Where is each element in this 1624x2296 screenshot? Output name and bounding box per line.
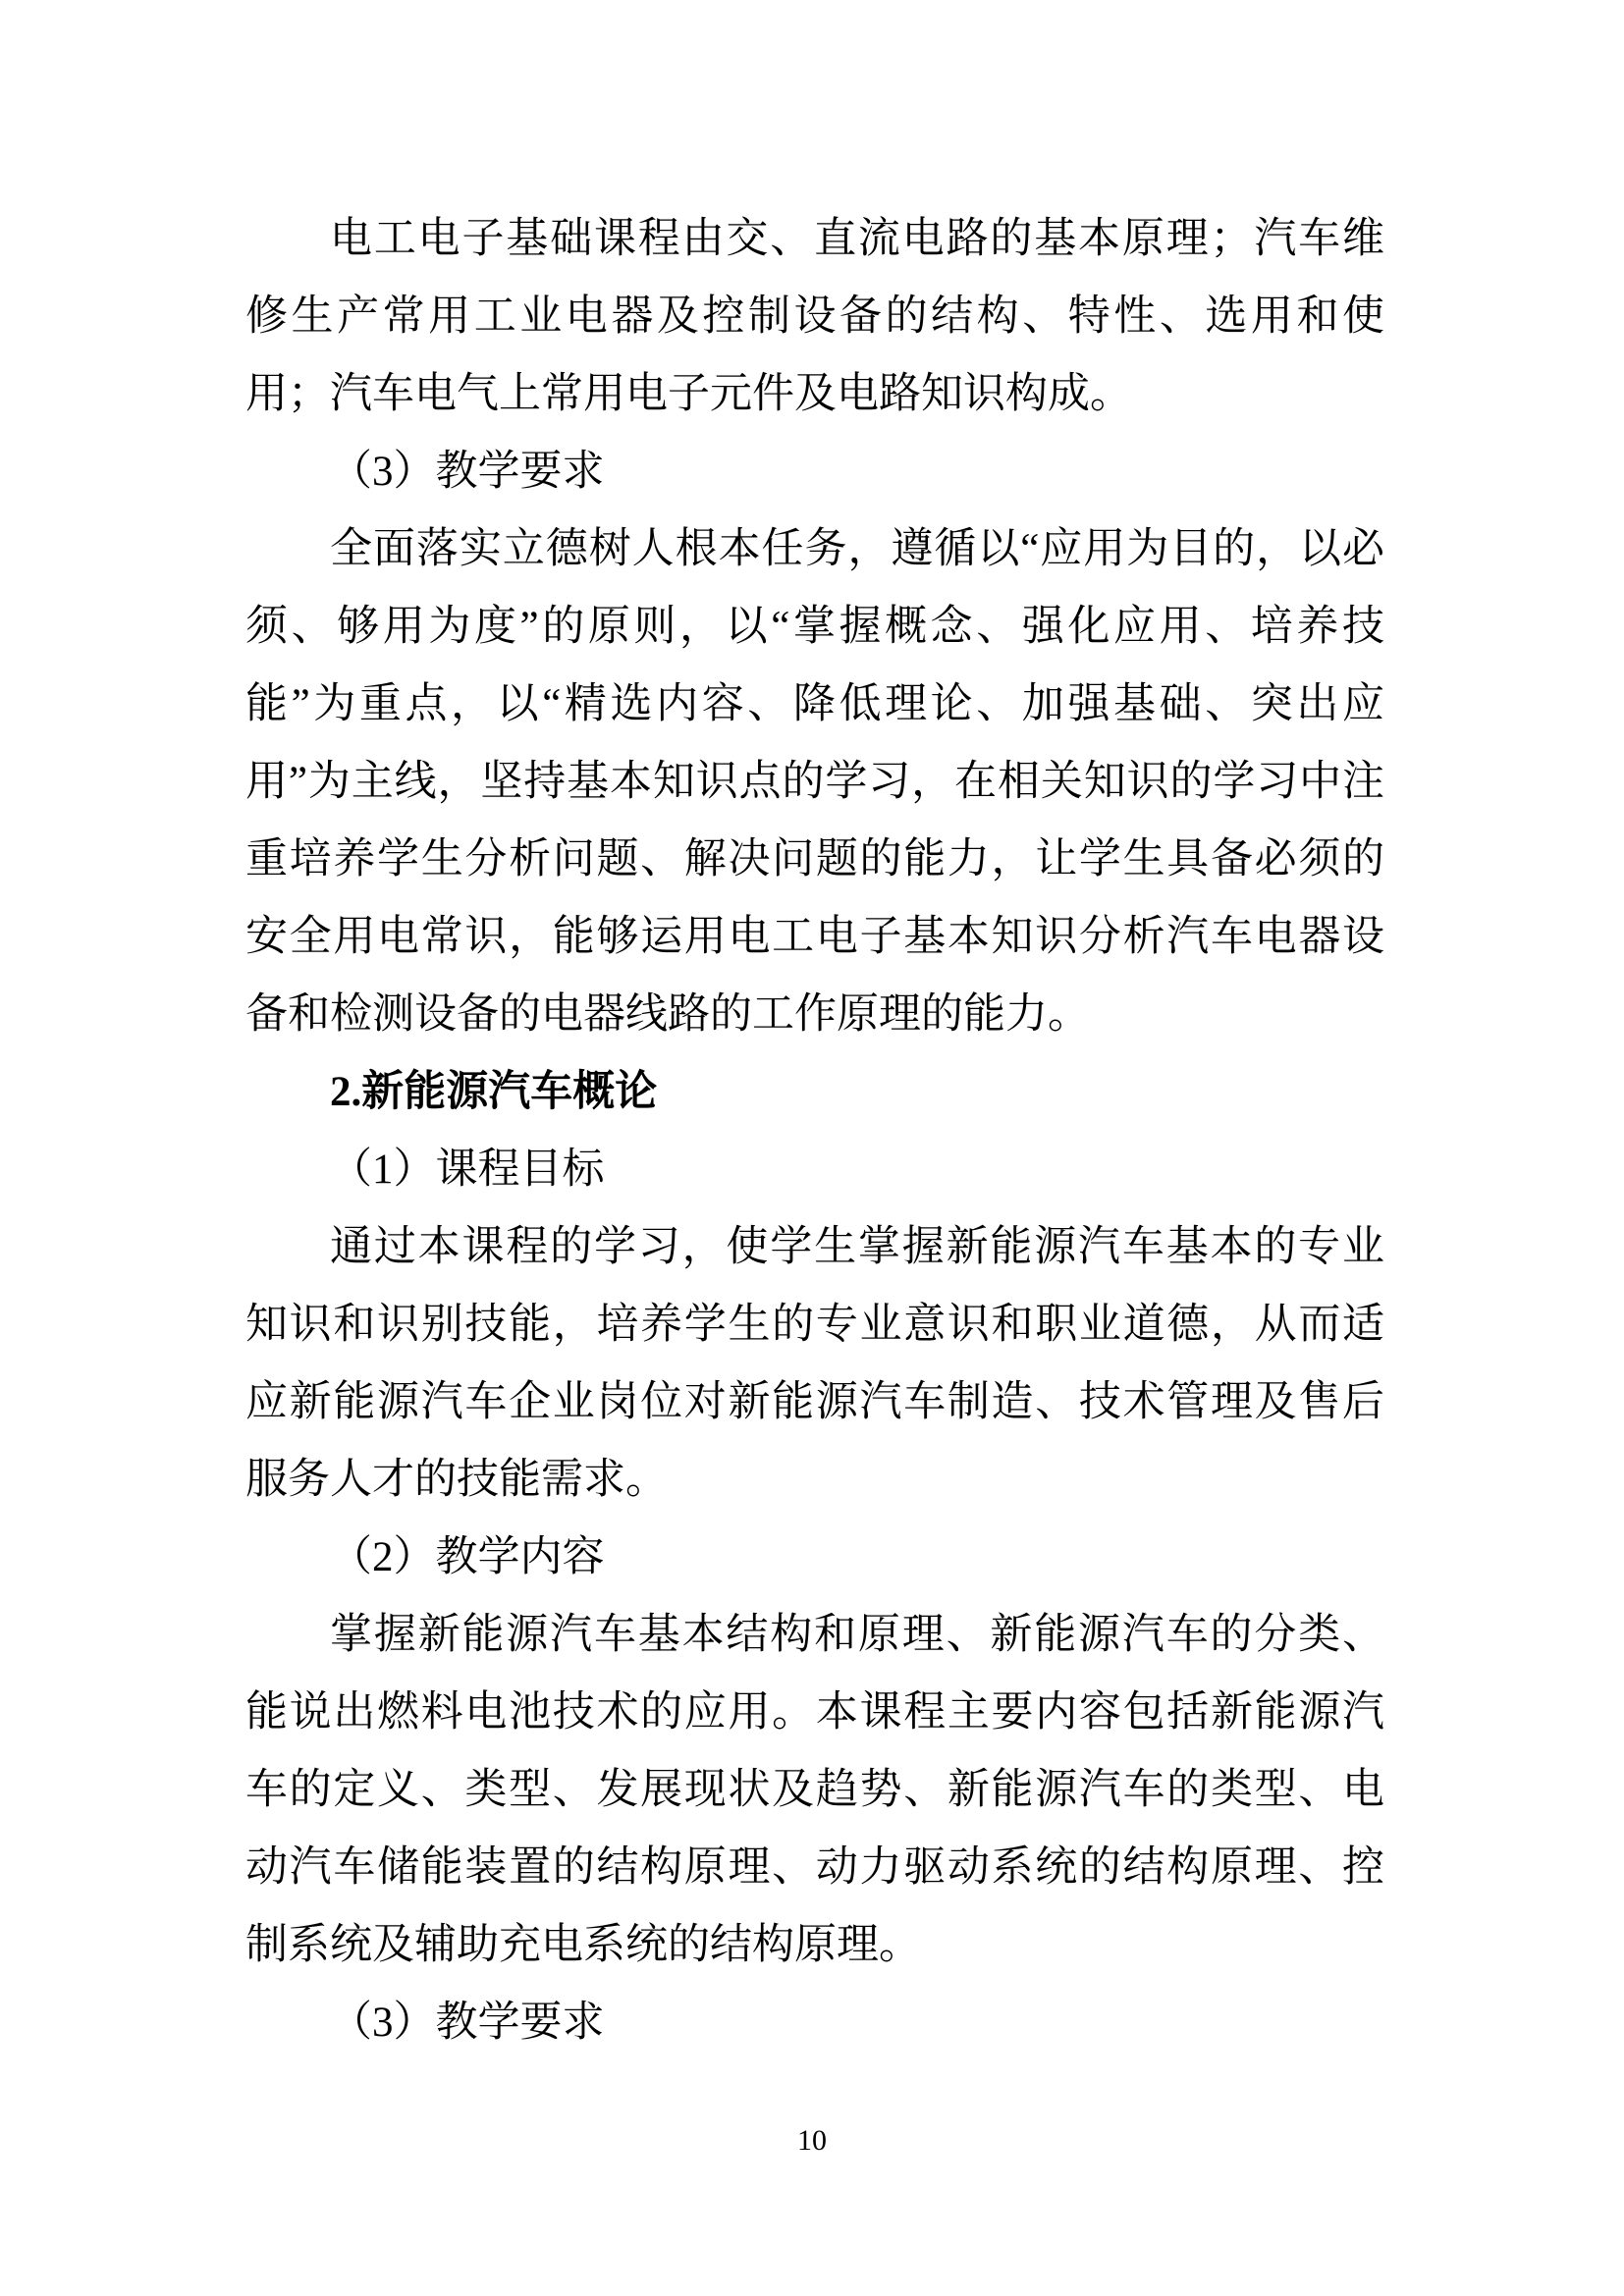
paragraph-teaching-content-detail: 掌握新能源汽车基本结构和原理、新能源汽车的分类、能说出燃料电池技术的应用。本课程主要内容包括新能源汽车的定义、类型、发展现状及趋势、新能源汽车的类型、电动汽车储能装置的结构原理、动力驱动系统的结构原理、控制系统及辅助充电系统的结构原理。 <box>245 1612 1384 1968</box>
page-number: 10 <box>797 2124 827 2157</box>
paragraph-course-content-electrics: 电工电子基础课程由交、直流电路的基本原理；汽车维修生产常用工业电器及控制设备的结构、特性、选用和使用；汽车电气上常用电子元件及电路知识构成。 <box>245 216 1384 417</box>
section-heading-new-energy-vehicle-intro: 2.新能源汽车概论 <box>330 1069 658 1115</box>
subheading-teaching-content: （2）教学内容 <box>330 1534 605 1580</box>
paragraph-teaching-requirements-detail: 全面落实立德树人根本任务，遵循以“应用为目的，以必须、够用为度”的原则，以“掌握概念、强化应用、培养技能”为重点，以“精选内容、降低理论、加强基础、突出应用”为主线，坚持基本知识点的学习，在相关知识的学习中注重培养学生分析问题、解决问题的能力，让学生具备必须的安全用电常识，能够运用电工电子基本知识分析汽车电器设备和检测设备的电器线路的工作原理的能力。 <box>245 526 1384 1038</box>
subheading-teaching-requirements-2: （3）教学要求 <box>330 2000 605 2046</box>
subheading-course-objectives: （1）课程目标 <box>330 1147 605 1193</box>
subheading-teaching-requirements-1: （3）教学要求 <box>330 449 605 495</box>
text-block <box>245 200 1384 2061</box>
paragraph-course-objectives-detail: 通过本课程的学习，使学生掌握新能源汽车基本的专业知识和识别技能，培养学生的专业意识和职业道德，从而适应新能源汽车企业岗位对新能源汽车制造、技术管理及售后服务人才的技能需求。 <box>245 1224 1384 1503</box>
